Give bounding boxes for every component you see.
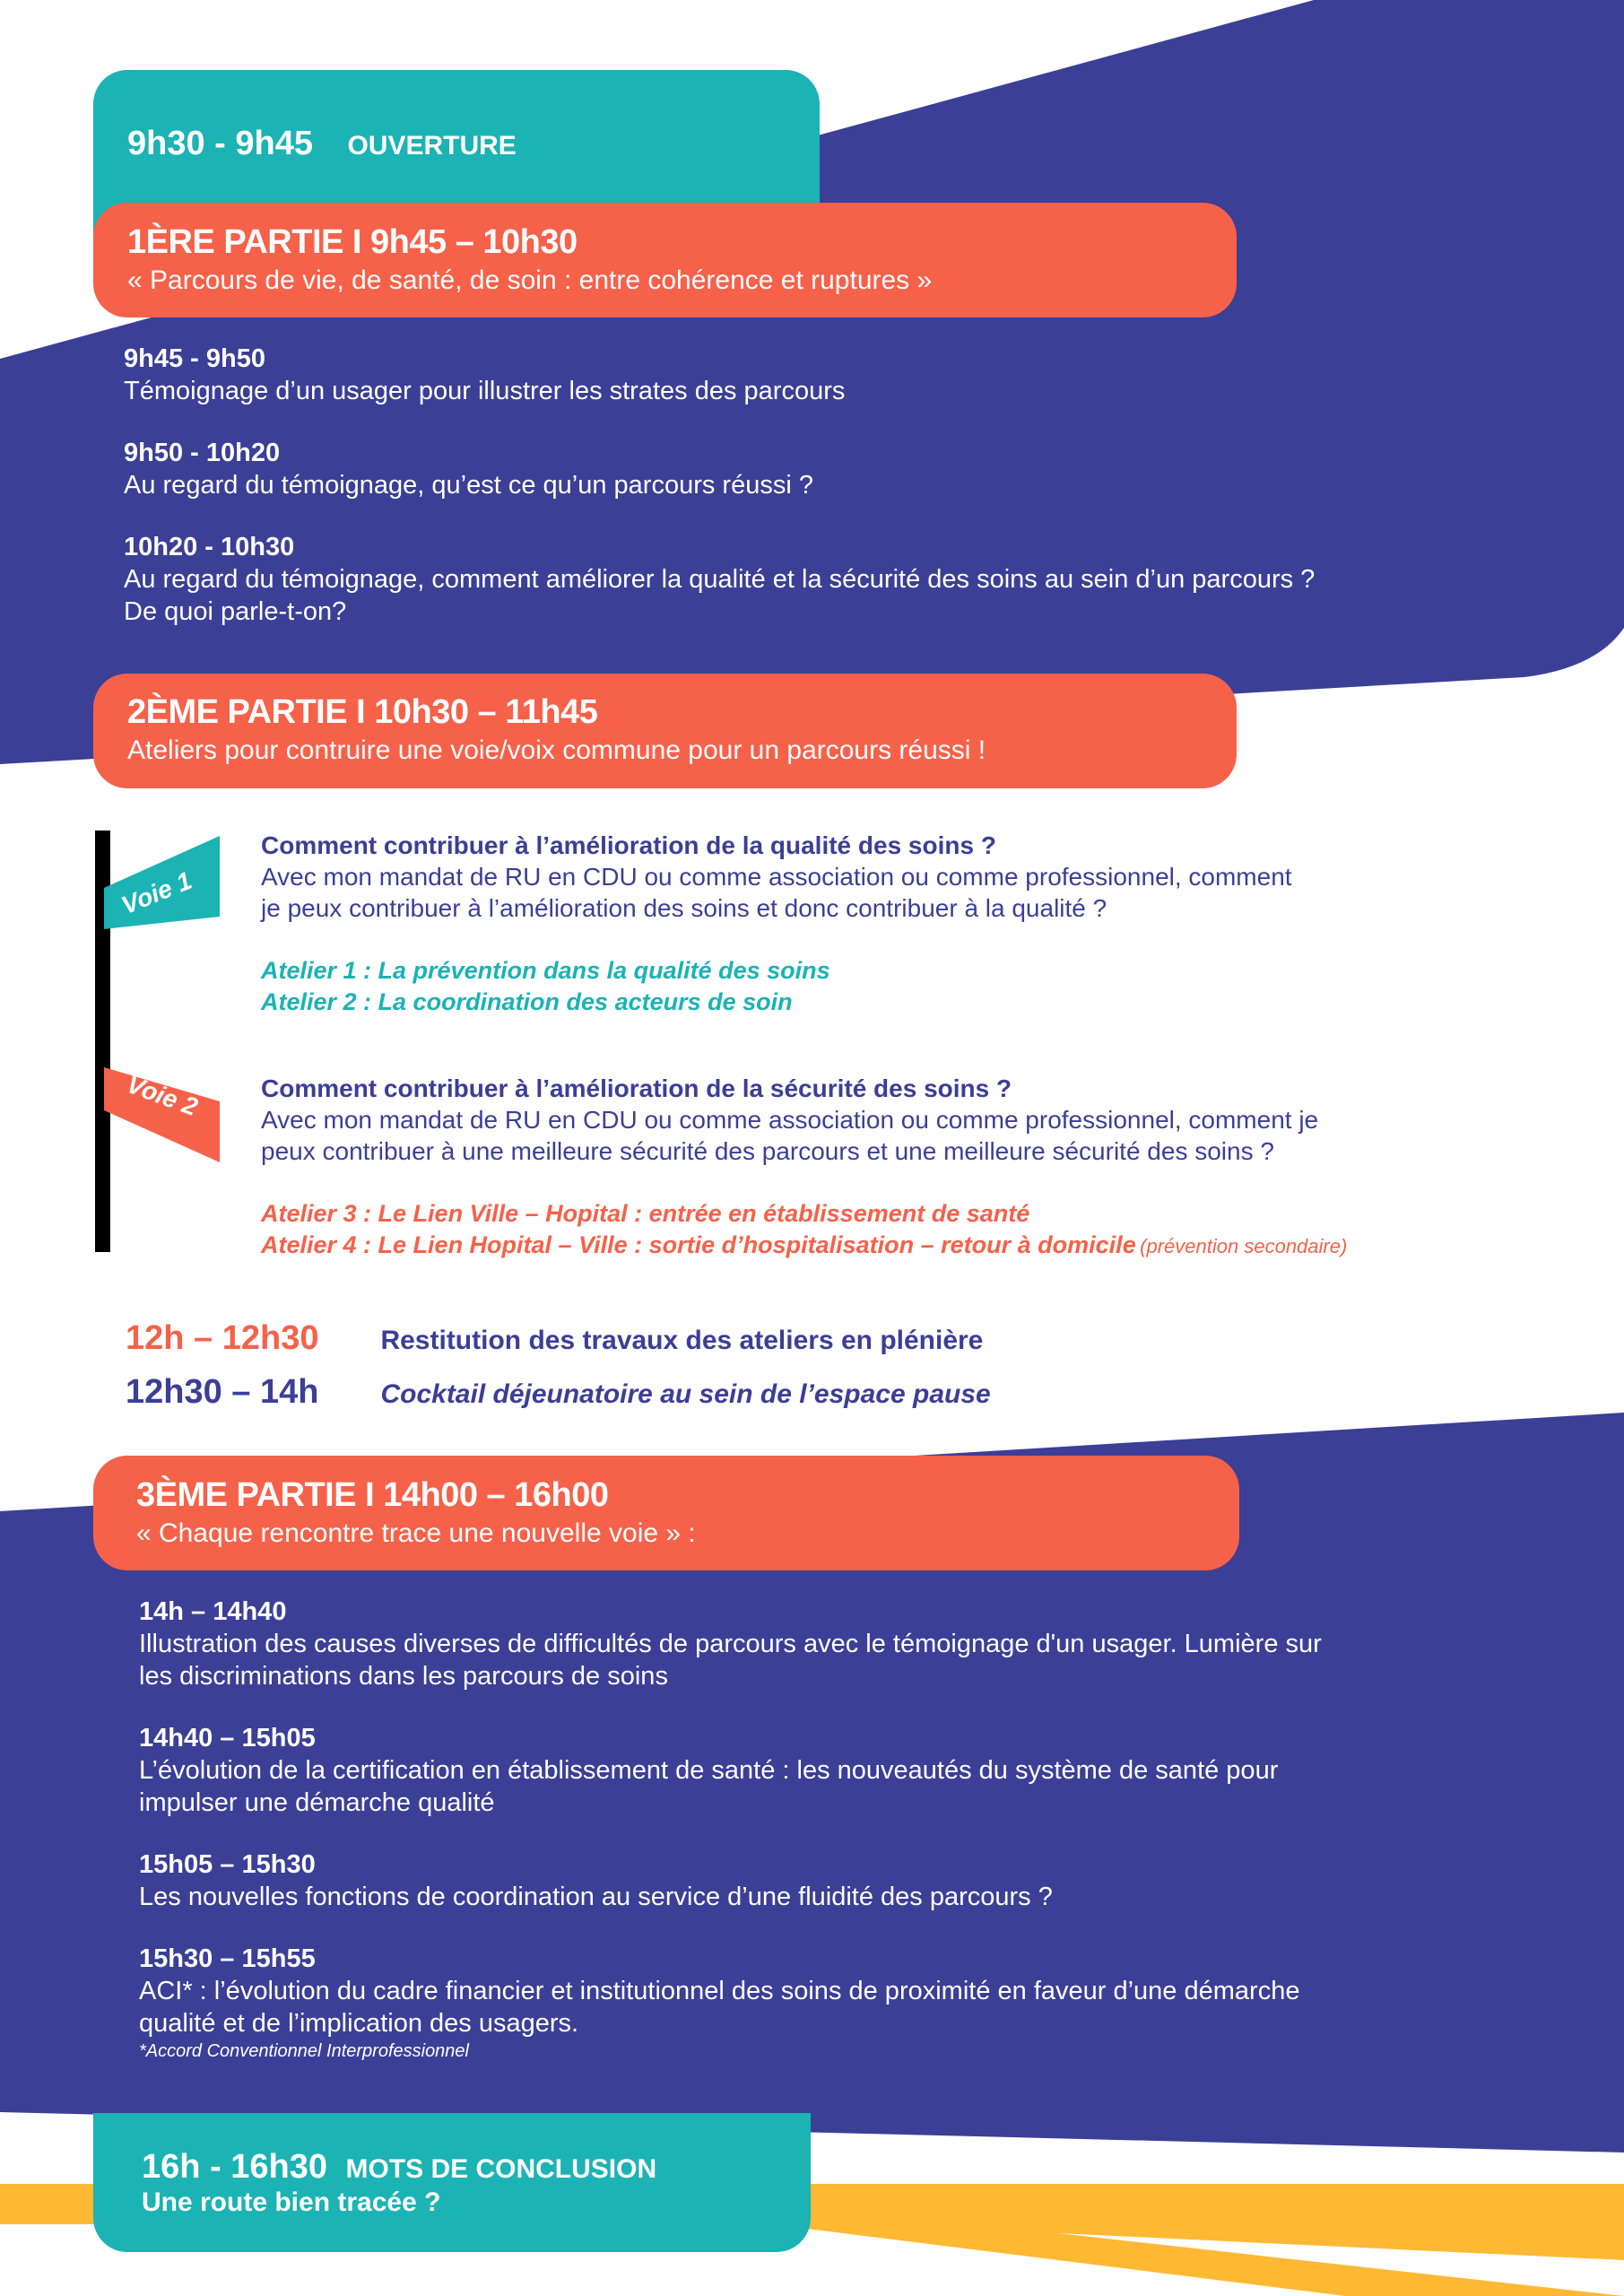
voie2-question: Comment contribuer à l’amélioration de la sécurité des soins ?: [261, 1074, 1012, 1102]
cocktail-label: Cocktail déjeunatoire au sein de l’espace pause: [380, 1379, 991, 1409]
restitution-time: 12h – 12h30: [126, 1319, 319, 1357]
footnote: *Accord Conventionnel Interprofessionnel: [139, 2041, 469, 2061]
part1-item-1: [124, 343, 1576, 407]
item-desc: L’évolution de la certification en établissement de santé : les nouveautés du système de santé pour: [139, 1756, 1279, 1785]
item-time: 9h50 - 10h20: [124, 439, 281, 467]
part1-subtitle: « Parcours de vie, de santé, de soin : entre cohérence et ruptures »: [127, 265, 933, 295]
conclusion-subtitle: Une route bien tracée ?: [142, 2187, 441, 2217]
part2-subtitle: Ateliers pour contruire une voie/voix commune pour un parcours réussi !: [127, 735, 986, 765]
item-time: 14h40 – 15h05: [139, 1724, 316, 1752]
cocktail-time: 12h30 – 14h: [126, 1373, 319, 1411]
part3-subtitle: « Chaque rencontre trace une nouvelle voie » :: [136, 1518, 696, 1548]
part3-items: [139, 1596, 1592, 2063]
item-desc: impulser une démarche qualité: [139, 1788, 495, 1817]
atelier-4: Atelier 4 : Le Lien Hopital – Ville : sortie d’hospitalisation – retour à domicile: [261, 1231, 1136, 1258]
part1-item-2: [124, 437, 1576, 501]
part1-item-3: [124, 531, 1576, 628]
conclusion-label: MOTS DE CONCLUSION: [345, 2154, 657, 2184]
voie1-block: [261, 830, 1570, 1018]
item-time: 10h20 - 10h30: [124, 533, 295, 561]
atelier-1: Atelier 1 : La prévention dans la qualité des soins: [261, 957, 830, 984]
voie2-line: Avec mon mandat de RU en CDU ou comme association ou comme professionnel, comment je: [261, 1106, 1319, 1134]
restitution-label: Restitution des travaux des ateliers en plénière: [380, 1326, 984, 1355]
opening-row: [127, 124, 517, 164]
voie2-line: peux contribuer à une meilleure sécurité des parcours et une meilleure sécurité des soins ?: [261, 1137, 1274, 1165]
voie2-flag-label: Voie 2: [123, 1070, 202, 1122]
item-time: 15h05 – 15h30: [139, 1850, 316, 1879]
item-desc: Au regard du témoignage, comment améliorer la qualité et la sécurité des soins au sein d’un parcours ?: [124, 565, 1316, 594]
atelier-3: Atelier 3 : Le Lien Ville – Hopital : entrée en établissement de santé: [261, 1200, 1030, 1227]
part3-item-3: [139, 1848, 1592, 1913]
item-desc: Témoignage d’un usager pour illustrer les strates des parcours: [124, 377, 846, 405]
atelier-2: Atelier 2 : La coordination des acteurs de soin: [261, 988, 793, 1015]
opening-label: OUVERTURE: [347, 131, 517, 161]
restitution-row: [126, 1318, 983, 1359]
cocktail-row: [126, 1372, 991, 1413]
item-desc: qualité et de l’implication des usagers.: [139, 2009, 579, 2038]
item-desc: Les nouvelles fonctions de coordination au service d’une fluidité des parcours ?: [139, 1883, 1053, 1911]
opening-time: 9h30 - 9h45: [127, 125, 313, 162]
item-desc: Illustration des causes diverses de difficultés de parcours avec le témoignage d'un usager. Lumière sur: [139, 1630, 1322, 1658]
atelier-4-row: [261, 1230, 1597, 1261]
part3-item-2: [139, 1722, 1592, 1819]
item-desc: Au regard du témoignage, qu’est ce qu’un parcours réussi ?: [124, 471, 813, 500]
voie1-question: Comment contribuer à l’amélioration de la qualité des soins ?: [261, 831, 996, 859]
voie2-block: [261, 1073, 1597, 1261]
item-desc: les discriminations dans les parcours de soins: [139, 1662, 668, 1691]
atelier-4-note: (prévention secondaire): [1140, 1235, 1348, 1257]
part2-title: 2ÈME PARTIE I 10h30 – 11h45: [127, 693, 598, 731]
voie1-line: je peux contribuer à l’amélioration des soins et donc contribuer à la qualité ?: [261, 894, 1107, 922]
item-desc: ACI* : l’évolution du cadre financier et institutionnel des soins de proximité en faveur d’une démarche: [139, 1977, 1300, 2005]
item-time: 15h30 – 15h55: [139, 1944, 316, 1973]
conclusion-time: 16h - 16h30: [142, 2148, 327, 2186]
part1-title: 1ÈRE PARTIE I 9h45 – 10h30: [127, 223, 578, 261]
item-time: 9h45 - 9h50: [124, 344, 265, 373]
voie1-line: Avec mon mandat de RU en CDU ou comme association ou comme professionnel, comment: [261, 863, 1292, 891]
item-time: 14h – 14h40: [139, 1597, 287, 1626]
conclusion-row: [142, 2147, 656, 2187]
part3-item-4: [139, 1943, 1592, 2063]
voie1-flag-label: Voie 1: [117, 865, 196, 920]
part1-items: [124, 343, 1576, 628]
part3-item-1: [139, 1596, 1592, 1692]
part3-title: 3ÈME PARTIE I 14h00 – 16h00: [136, 1476, 609, 1514]
item-desc: De quoi parle-t-on?: [124, 597, 347, 626]
